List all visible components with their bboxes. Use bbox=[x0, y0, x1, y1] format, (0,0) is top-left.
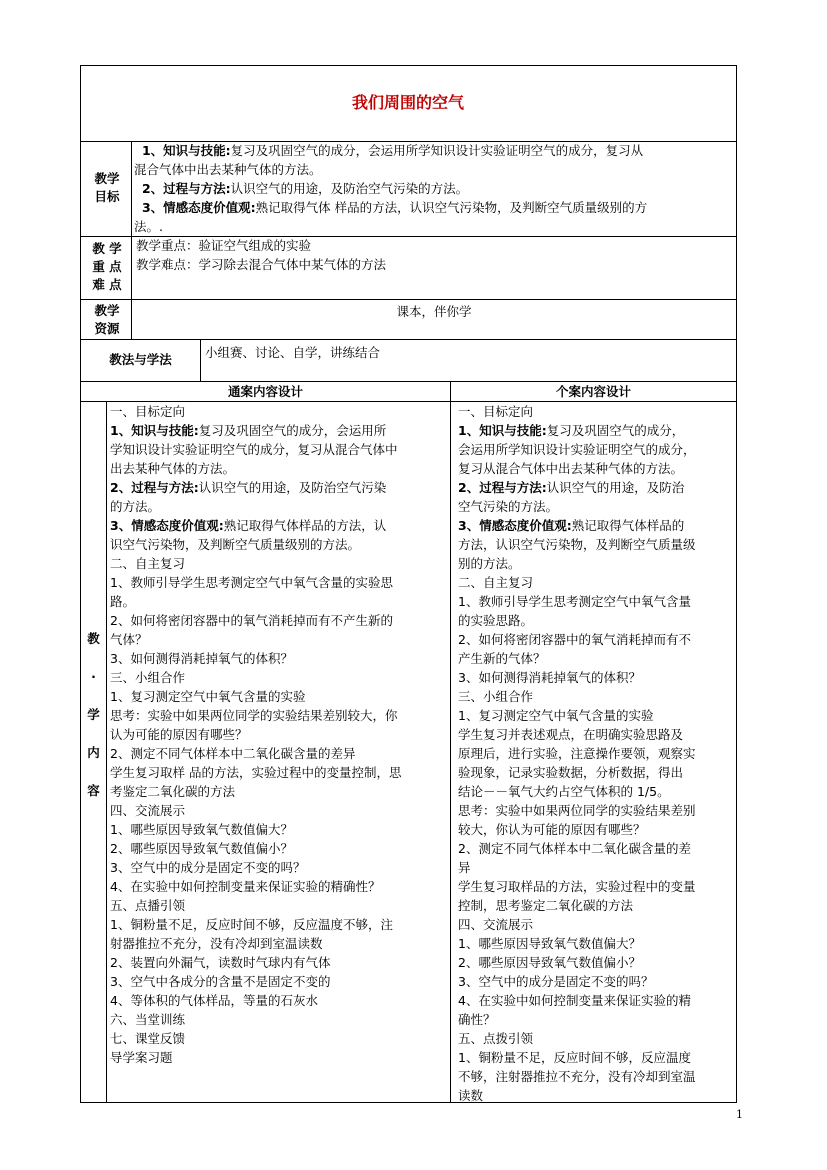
goals-label: 教学 目标 bbox=[94, 171, 120, 204]
resources-text: 课本，伴你学 bbox=[396, 304, 472, 319]
keypoints-text: 教学重点：验证空气组成的实验 教学难点：学习除去混合气体中某气体的方法 bbox=[136, 238, 387, 272]
right-column-header: 个案内容设计 bbox=[555, 384, 631, 399]
methods-text: 小组赛、讨论、自学，讲练结合 bbox=[205, 345, 381, 360]
goals-text: 1、知识与技能:复习及巩固空气的成分，会运用所学知识设计实验证明空气的成分，复习从 混合气体中出去某种气体的方法。 2、过程与方法:认识空气的用途，及防治空气污染的方法。 3、情感态度价值观:熟记取得气体 样品的方法，认识空气污染物，及判断空气质量级别的方 法。. bbox=[134, 143, 648, 234]
side-label: 教 · 学 内 容 bbox=[87, 631, 100, 798]
right-column-text: 一、目标定向 1、知识与技能:复习及巩固空气的成分， 会运用所学知识设计实验证明空气的成分， 复习从混合气体中出去某种气体的方法。 2、过程与方法:认识空气的用途，及防治 空气污染的方法。 3、情感态度价值观:熟记取得气体样品的 方法，认识空气污染物，及判断空气质量级 别的方法。 二、自主复习 1、教师引导学生思考测定空气中氧气含量 的实验思路。 2、如何将密闭容器中的氧气消耗掉而有不 产生新的气体？ 3、如何测得消耗掉氧气的体积？ 三、小组合作 1、复习测定空气中氧气含量的实验 学生复习并表述观点，在明确实验思路及 原理后，进行实验，注意操作要领，观察实 验现象，记录实验数据，分析数据，得出 结论－－氧气大约占空气体积的 1/5。 思考：实验中如果两位同学的实验结果差别 较大，你认为可能的原因有哪些？ 2、测定不同气体样本中二氧化碳含量的差 异 学生复习取样品的方法，实验过程中的变量 控制，思考鉴定二氧化碳的方法 四、交流展示 1、哪些原因导致氧气数值偏大？ 2、哪些原因导致氧气数值偏小？ 3、空气中的成分是固定不变的吗？ 4、在实验中如何控制变量来保证实验的精 确性？ 五、点拨引领 1、铜粉量不足，反应时间不够，反应温度 不够，注射器推拉不充分，没有冷却到室温 读数 bbox=[458, 404, 696, 1103]
left-column-header: 通案内容设计 bbox=[227, 384, 303, 399]
resources-label: 教学 资源 bbox=[94, 303, 120, 336]
keypoints-label: 教 学 重 点 难 点 bbox=[92, 241, 122, 292]
left-column-text: 一、目标定向 1、知识与技能:复习及巩固空气的成分，会运用所 学知识设计实验证明空气的成分，复习从混合气体中 出去某种气体的方法。 2、过程与方法:认识空气的用途，及防治空气污染 的方法。 3、情感态度价值观:熟记取得气体样品的方法，认 识空气污染物，及判断空气质量级别的方法。 二、自主复习 1、教师引导学生思考测定空气中氧气含量的实验思 路。 2、如何将密闭容器中的氧气消耗掉而有不产生新的 气体？ 3、如何测得消耗掉氧气的体积？ 三、小组合作 1、复习测定空气中氧气含量的实验 思考：实验中如果两位同学的实验结果差别较大，你 认为可能的原因有哪些？ 2、测定不同气体样本中二氧化碳含量的差异 学生复习取样 品的方法，实验过程中的变量控制，思 考鉴定二氧化碳的方法 四、交流展示 1、哪些原因导致氧气数值偏大？ 2、哪些原因导致氧气数值偏小？ 3、空气中的成分是固定不变的吗？ 4、在实验中如何控制变量来保证实验的精确性？ 五、点播引领 1、铜粉量不足，反应时间不够，反应温度不够，注 射器推拉不充分，没有冷却到室温读数 2、装置向外漏气，读数时气球内有气体 3、空气中各成分的含量不是固定不变的 4、等体积的气体样品，等量的石灰水 六、当堂训练 七、课堂反馈 导学案习题 bbox=[110, 404, 402, 1065]
page-title: 我们周围的空气 bbox=[351, 93, 464, 112]
page-number: 1 bbox=[736, 1108, 743, 1121]
methods-label: 教法与学法 bbox=[109, 352, 172, 367]
